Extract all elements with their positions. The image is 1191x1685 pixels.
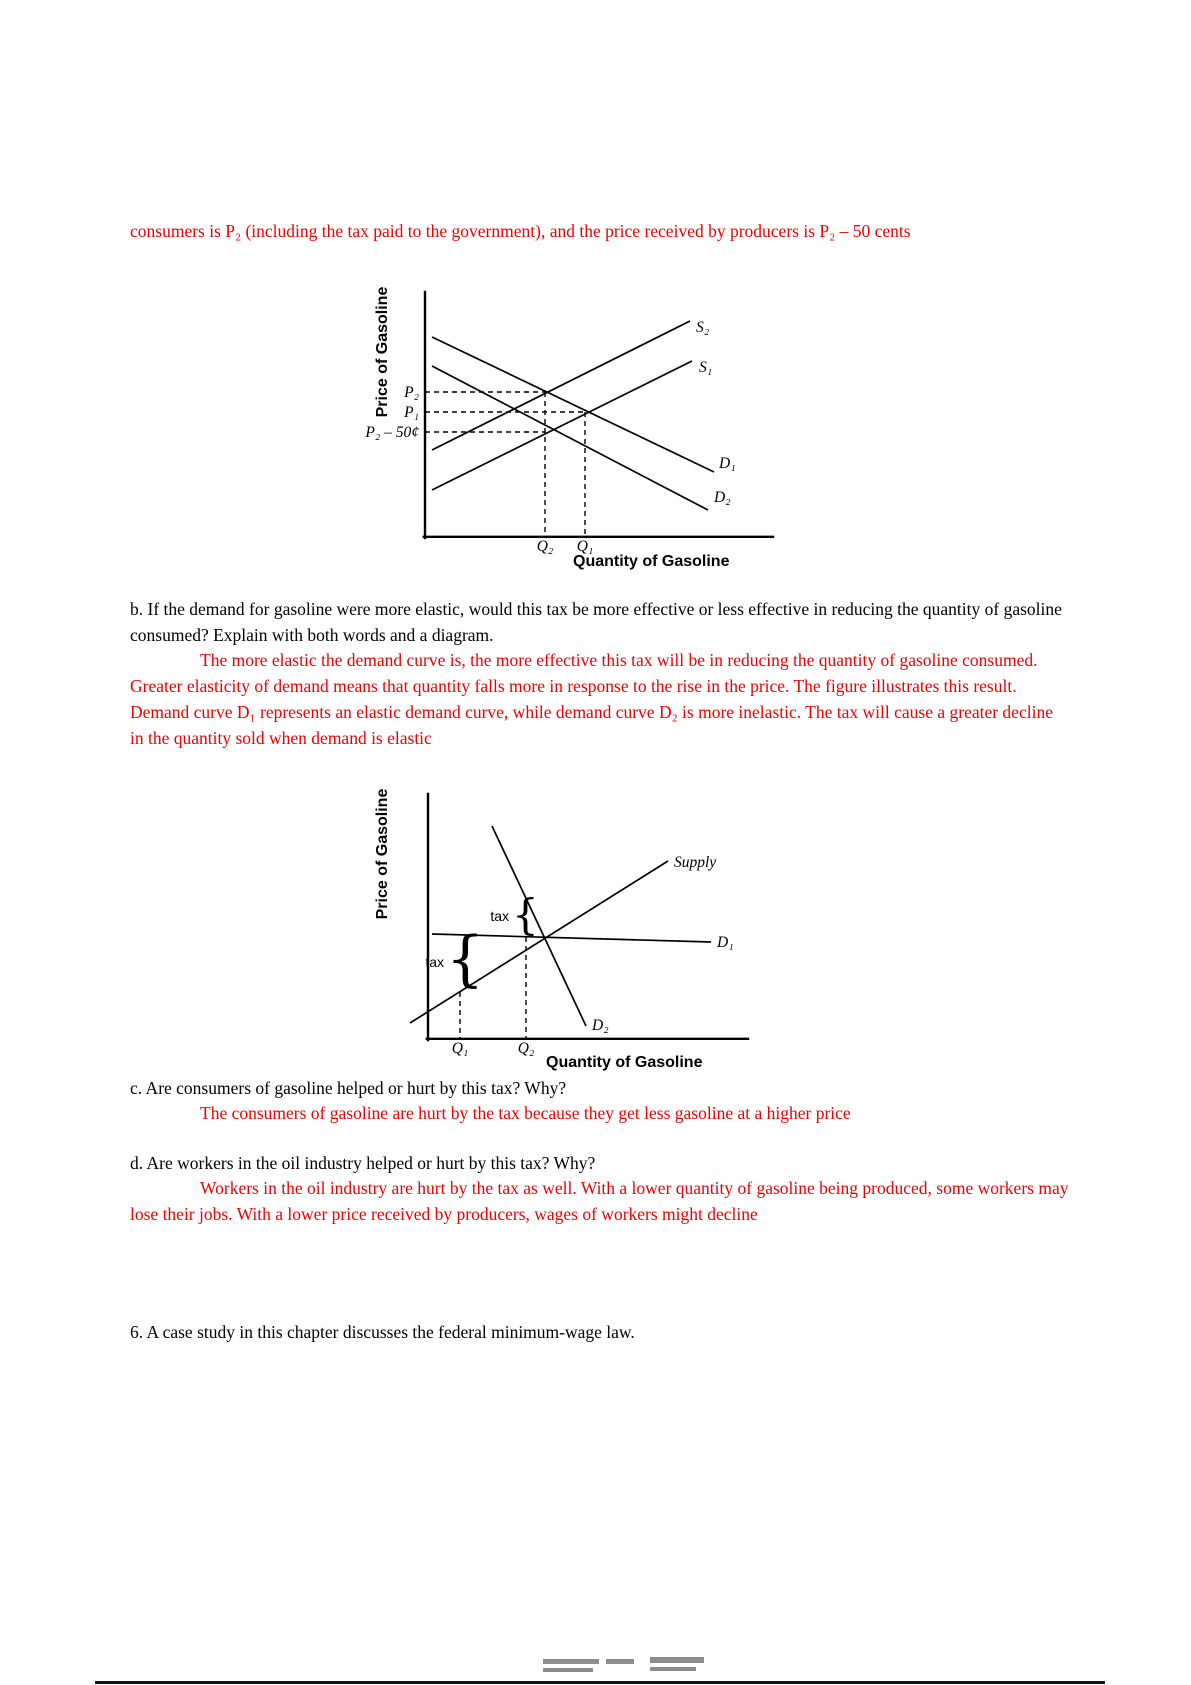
answer-c-text: The consumers of gasoline are hurt by the tax because they get less gasoline at a higher price [200, 1103, 851, 1123]
text-fragment [606, 1659, 634, 1664]
y-axis-title: Price of Gasoline [374, 788, 391, 920]
tax-label-upper: tax [490, 908, 509, 924]
demand-curve-d2 [432, 366, 708, 510]
answer-b-text: The more elastic the demand curve is, the more effective this tax will be in reducing the quantity of gasoline consumed. Greater elasticity of demand means that quantity falls more in response to the rise in the price. The figure illustrates this result. Demand curve D₁ represents an elastic demand curve, while demand curve D₂ is more inelastic. The tax will cause a greater decline in the quantity sold when demand is elastic [130, 650, 1053, 748]
figure-tax-supply-shift [330, 288, 800, 580]
intro-answer-text: consumers is P₂ (including the tax paid to the government), and the price received by producers is P₂ – 50 cents [130, 221, 911, 241]
price-label-p2: P₂ [404, 384, 419, 401]
x-axis-title: Quantity of Gasoline [546, 1054, 703, 1071]
price-label-p1: P₁ [404, 404, 419, 421]
curve-label-d1: D₁ [719, 455, 736, 472]
quantity-label-q1: Q₁ [576, 538, 594, 555]
tax-label-lower: tax [425, 954, 444, 970]
quantity-label-q1: Q₁ [451, 1040, 469, 1057]
text-fragment [650, 1667, 696, 1671]
page-divider-line [95, 1681, 1105, 1684]
curve-label-d2: D₂ [592, 1017, 609, 1034]
text-fragment [650, 1657, 704, 1663]
price-label-p2-minus-50: P₂ – 50¢ [365, 424, 419, 441]
curve-label-s1: S₁ [699, 359, 713, 376]
text-fragment [543, 1668, 593, 1672]
demand-curve-d2-inelastic [492, 826, 586, 1026]
y-axis-title: Price of Gasoline [374, 286, 391, 418]
supply-curve-s1 [432, 361, 692, 490]
question-c-text: c. Are consumers of gasoline helped or hurt by this tax? Why? [130, 1078, 567, 1098]
demand-curve-d1 [432, 337, 714, 472]
figure-elasticity-comparison [330, 790, 800, 1082]
answer-d-text: Workers in the oil industry are hurt by the tax as well. With a lower quantity of gasoline being produced, some workers may lose their jobs. With a lower price received by producers, wages of workers might decline [130, 1178, 1069, 1224]
curve-label-d2: D₂ [714, 489, 731, 506]
curly-brace-upper-tax: { [512, 890, 539, 939]
question-d-text: d. Are workers in the oil industry helped or hurt by this tax? Why? [130, 1153, 596, 1173]
quantity-label-q2: Q₂ [517, 1040, 535, 1057]
curve-label-d1: D₁ [717, 934, 734, 951]
quantity-label-q2: Q₂ [536, 538, 554, 555]
curve-label-s2: S₂ [696, 319, 710, 336]
question-b-text: b. If the demand for gasoline were more elastic, would this tax be more effective or less effective in reducing the quantity of gasoline consumed? Explain with both words and a diagram. [130, 599, 1062, 645]
x-axis-title: Quantity of Gasoline [573, 553, 730, 570]
curve-label-supply: Supply [674, 854, 717, 871]
text-fragment [543, 1659, 599, 1664]
curly-brace-lower-tax: { [446, 924, 485, 994]
question-6-text: 6. A case study in this chapter discusses the federal minimum-wage law. [130, 1322, 635, 1342]
